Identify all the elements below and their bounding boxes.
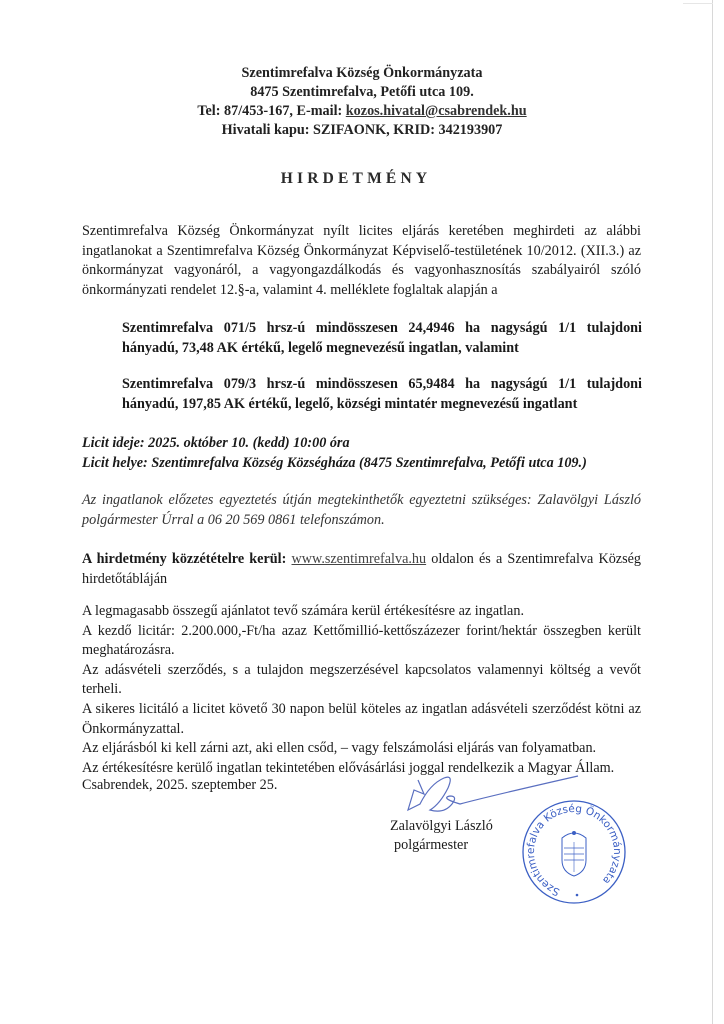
gateway-line: Hivatali kapu: SZIFAONK, KRID: 342193907: [221, 122, 503, 138]
signer-block: [390, 817, 493, 855]
publication-label: A hirdetmény közzétételre kerül:: [82, 551, 287, 567]
conditions-list: [82, 602, 641, 778]
property-item: Szentimrefalva 079/3 hrsz-ú mindösszesen 65,9484 ha nagyságú 1/1 tulajdoni hányadú, 197,85 AK értékű, legelő, községi mintatér megnevezésű ingatlant: [122, 376, 642, 412]
condition-item: A legmagasabb összegű ajánlatot tevő számára kerül értékesítésre az ingatlan.: [82, 603, 524, 619]
auction-details: [82, 434, 682, 473]
org-name: Szentimrefalva Község Önkormányzata: [241, 65, 483, 81]
org-address: 8475 Szentimrefalva, Petőfi utca 109.: [250, 84, 474, 100]
condition-item: Az eljárásból ki kell zárni azt, aki ellen csőd, – vagy felszámolási eljárás van folyamatban.: [82, 740, 597, 757]
signer-role: polgármester: [394, 837, 469, 853]
official-stamp: [520, 798, 628, 906]
signer-name: Zalavölgyi László: [390, 818, 493, 834]
email-link[interactable]: kozos.hivatal@csabrendek.hu: [345, 103, 527, 119]
auction-place: Licit helye: Szentimrefalva Község Községháza (8475 Szentimrefalva, Petőfi utca 109.): [82, 454, 587, 471]
website-link[interactable]: www.szentimrefalva.hu: [291, 551, 427, 567]
contact-line: [0, 102, 724, 121]
condition-item: A sikeres licitáló a licitet követő 30 napon belül köteles az ingatlan adásvételi szerződést kötni az Önkormányzattal.: [82, 700, 641, 737]
document-title: HIRDETMÉNY: [280, 170, 432, 187]
publication-paragraph: [82, 550, 641, 589]
auction-time: Licit ideje: 2025. október 10. (kedd) 10:00 óra: [82, 435, 350, 451]
tel-label: Tel: 87/453-167, E-mail:: [197, 103, 346, 119]
letterhead: [0, 64, 724, 140]
publication-rest: oldalon és a Szentimrefalva Község hirdetőtábláján: [82, 551, 642, 587]
condition-item: A kezdő licitár: 2.200.000,-Ft/ha azaz Kettőmillió-kettőszázezer forint/hektár összegben került meghatározásra.: [82, 622, 641, 659]
property-item: Szentimrefalva 071/5 hrsz-ú mindösszesen 24,4946 ha nagyságú 1/1 tulajdoni hányadú, 73,48 AK értékű, legelő megnevezésű ingatlan, valamint: [122, 320, 642, 356]
viewing-paragraph: Az ingatlanok előzetes egyeztetés útján megtekinthetők egyeztetni szükséges: Zalavölgyi László polgármester Úrral a 06 20 569 0861 telefonszámon.: [82, 492, 641, 528]
stamp-text: Szentimrefalva Község Önkormányzata: [524, 802, 624, 898]
intro-paragraph: Szentimrefalva Község Önkormányzat nyílt licites eljárás keretében meghirdeti az alábbi ingatlanokat a Szentimrefalva Község Önkormányzat Képviselő-testületének 10/2012. (XII.3.) az önkormányzat vagyonáról, a vagyongazdálkodás és vagyonhasznosítás szabályairól szóló önkormányzati rendelet 12.§-a, valamint 4. melléklete foglaltak alapján a: [82, 223, 641, 298]
condition-item: Az adásvételi szerződés, s a tulajdon megszerzésével kapcsolatos valamennyi költség a vevőt terheli.: [82, 661, 641, 698]
date-place-line: Csabrendek, 2025. szeptember 25.: [82, 777, 278, 793]
page-edge-top: [683, 3, 713, 4]
condition-item: Az értékesítésre kerülő ingatlan tekintetében elővásárlási joggal rendelkezik a Magyar Állam.: [82, 759, 615, 776]
page-edge: [712, 0, 713, 1024]
coat-of-arms-icon: [562, 831, 586, 876]
